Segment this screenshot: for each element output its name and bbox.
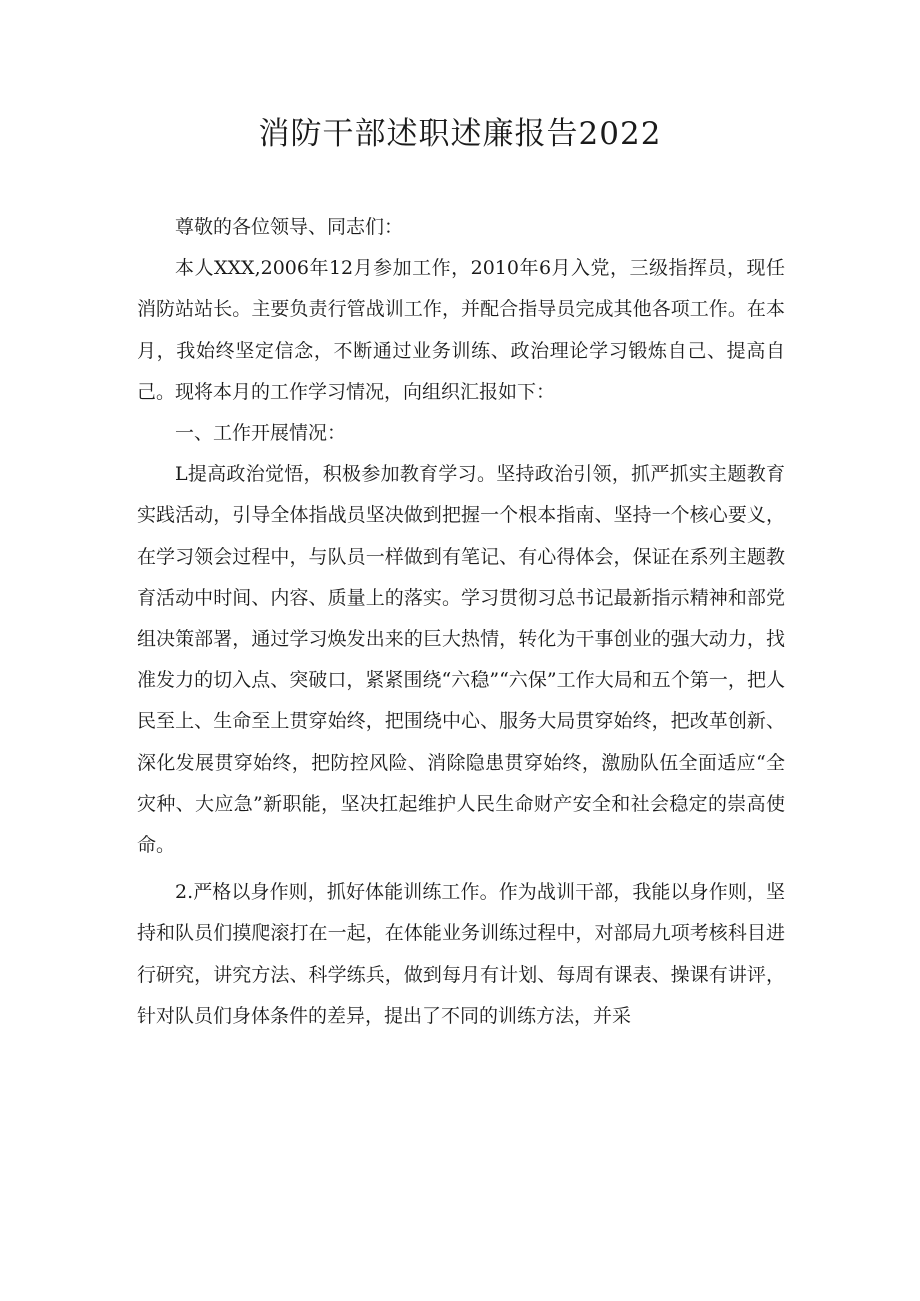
document-body (137, 207, 785, 1037)
section-heading-work: 一、工作开展情况： (175, 422, 347, 445)
item-1-paragraph: L提高政治觉悟，积极参加教育学习。坚持政治引领，抓严抓实主题教育实践活动，引导全体指战员坚决做到把握一个根本指南、坚持一个核心要义，在学习领会过程中，与队员一样做到有笔记、有心得体会，保证在系列主题教育活动中时间、内容、质量上的落实。学习贯彻习总书记最新指示精神和部党组决策部署，通过学习焕发出来的巨大热情，转化为干事创业的强大动力，找准发力的切入点、突破口，紧紧围绕“六稳”“六保”工作大局和五个第一，把人民至上、生命至上贯穿始终，把围绕中心、服务大局贯穿始终，把改革创新、深化发展贯穿始终，把防控风险、消除隐患贯穿始终，激励队伍全面适应“全灾种、大应急”新职能，坚决扛起维护人民生命财产安全和社会稳定的崇高使命。 (137, 463, 785, 857)
salutation-paragraph: 尊敬的各位领导、同志们： (175, 216, 404, 238)
document-title: 消防干部述职述廉报告2022 (258, 116, 662, 152)
item-2-paragraph: 2.严格以身作则，抓好体能训练工作。作为战训干部，我能以身作则，坚持和队员们摸爬滚打在一起，在体能业务训练过程中，对部局九项考核科目进行研究，讲究方法、科学练兵，做到每月有计划、每周有课表、操课有讲评，针对队员们身体条件的差异，提出了不同的训练方法，并采 (137, 881, 785, 1027)
intro-paragraph: 本人XXX,2006年12月参加工作，2010年6月入党，三级指挥员，现任消防站站长。主要负责行管战训工作，并配合指导员完成其他各项工作。在本月，我始终坚定信念，不断通过业务训练、政治理论学习锻炼自己、提高自己。现将本月的工作学习情况，向组织汇报如下： (137, 257, 785, 403)
